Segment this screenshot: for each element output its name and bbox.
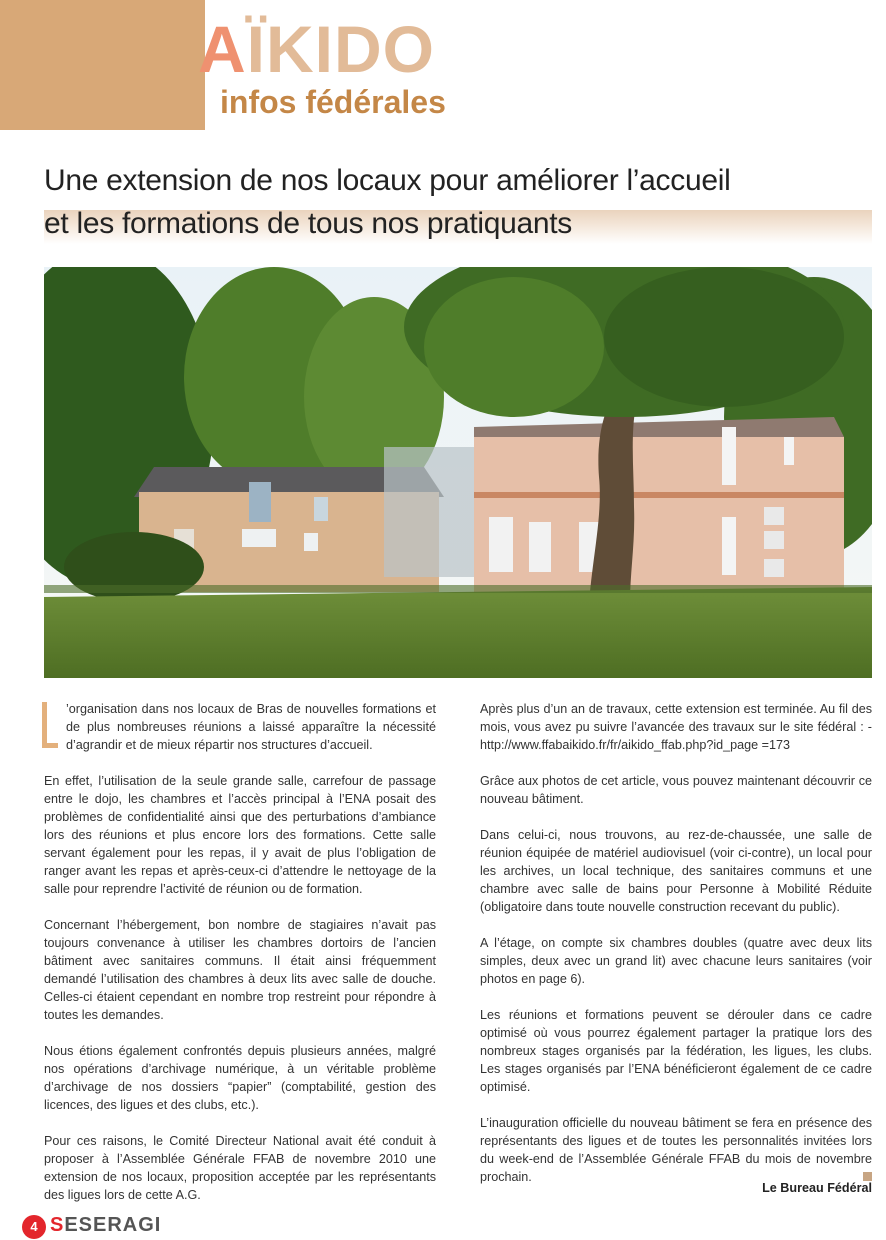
paragraph: Les réunions et formations peuvent se dérouler dans ce cadre optimisé où vous pourrez également partager la pratique lors des nombreux stages organisés par la fédération, les ligues, les clubs. Les stages organisés par l’ENA bénéficieront également de ce cadre optimisé.	[480, 1008, 872, 1094]
header-color-block	[0, 0, 205, 130]
article-column-right	[480, 700, 872, 1204]
article-column-left	[44, 700, 436, 1222]
section-title: infos fédérales	[220, 84, 446, 120]
paragraph: A l’étage, on compte six chambres doubles (quatre avec deux lits simples, deux avec un grand lit) avec chacune leurs sanitaires (voir photos en page 6).	[480, 936, 872, 986]
article-title-line2: et les formations de tous nos pratiquants	[44, 207, 573, 240]
paragraph: Après plus d’un an de travaux, cette extension est terminée. Au fil des mois, vous avez pu suivre l’avancée des travaux sur le site fédéral : - http://www.ffabaikido.fr/fr/aikido_ffab.php?id_page =173	[480, 702, 872, 752]
building-photo	[44, 267, 872, 678]
paragraph: Dans celui-ci, nous trouvons, au rez-de-chaussée, une salle de réunion équipée de matériel audiovisuel (voir ci-contre), un local pour les archives, un local technique, des sanitaires communs et une chambre avec salle de bains pour Personne à Mobilité Réduite (obligatoire dans toute nouvelle construction recevant du public).	[480, 828, 872, 914]
paragraph: Pour ces raisons, le Comité Directeur National avait été conduit à proposer à l’Assemblée Générale FFAB de novembre 2010 une extension de nos locaux, proposition acceptée par les représentants des ligues lors de cette A.G.	[44, 1134, 436, 1202]
end-mark-icon	[863, 1172, 872, 1181]
paragraph-intro	[44, 700, 436, 754]
article-signature: Le Bureau Fédéral	[762, 1181, 872, 1195]
paragraph: Concernant l’hébergement, bon nombre de stagiaires n’avait pas toujours convenance à utiliser les chambres dortoirs de l’ancien bâtiment avec sanitaires communs. Il était ainsi fréquemment demandé l’utilisation des chambres à deux lits avec salle de douche. Celles-ci étaient cependant en nombre trop restreint pour répondre à toutes les demandes.	[44, 918, 436, 1022]
paragraph: En effet, l’utilisation de la seule grande salle, carrefour de passage entre le dojo, les chambres et l’accès principal à l’ENA posait des problèmes de confidentialité ainsi que des perturbations d’ambiance lors des réunions et plus encore lors des formations. Cette salle servant également pour les repas, il y avait de plus l’obligation de ranger avant les repas et après-ceux-ci d’attendre le nettoyage de la salle pour reprendre l’activité de réunion ou de formation.	[44, 774, 436, 896]
paragraph: Grâce aux photos de cet article, vous pouvez maintenant découvrir ce nouveau bâtiment.	[480, 774, 872, 806]
drop-cap-l	[42, 702, 58, 748]
paragraph-last	[480, 1114, 872, 1186]
brand-title: AÏKIDO	[198, 12, 436, 86]
paragraph: Nous étions également confrontés depuis plusieurs années, malgré nos opérations d’archivage numérique, à un véritable problème d’archivage de nos dossiers “papier” (comptabilité, gestion des licences, des ligues et des clubs, etc.).	[44, 1044, 436, 1112]
paragraph-text: L’inauguration officielle du nouveau bâtiment se fera en présence des représentants des ligues et de toutes les personnalités invitées lors du week-end de l’Assemblée Générale FFAB du mois de novembre prochain.	[480, 1116, 872, 1184]
paragraph-text: ’organisation dans nos locaux de Bras de nouvelles formations et de plus nombreuses réunions a laissé apparaître la nécessité d’agrandir et de mieux répartir nos structures d’accueil.	[66, 702, 436, 752]
article-title-line1: Une extension de nos locaux pour améliorer l’accueil	[44, 164, 731, 197]
page-number: 4	[22, 1215, 46, 1239]
publication-name: SESERAGI	[50, 1214, 162, 1236]
